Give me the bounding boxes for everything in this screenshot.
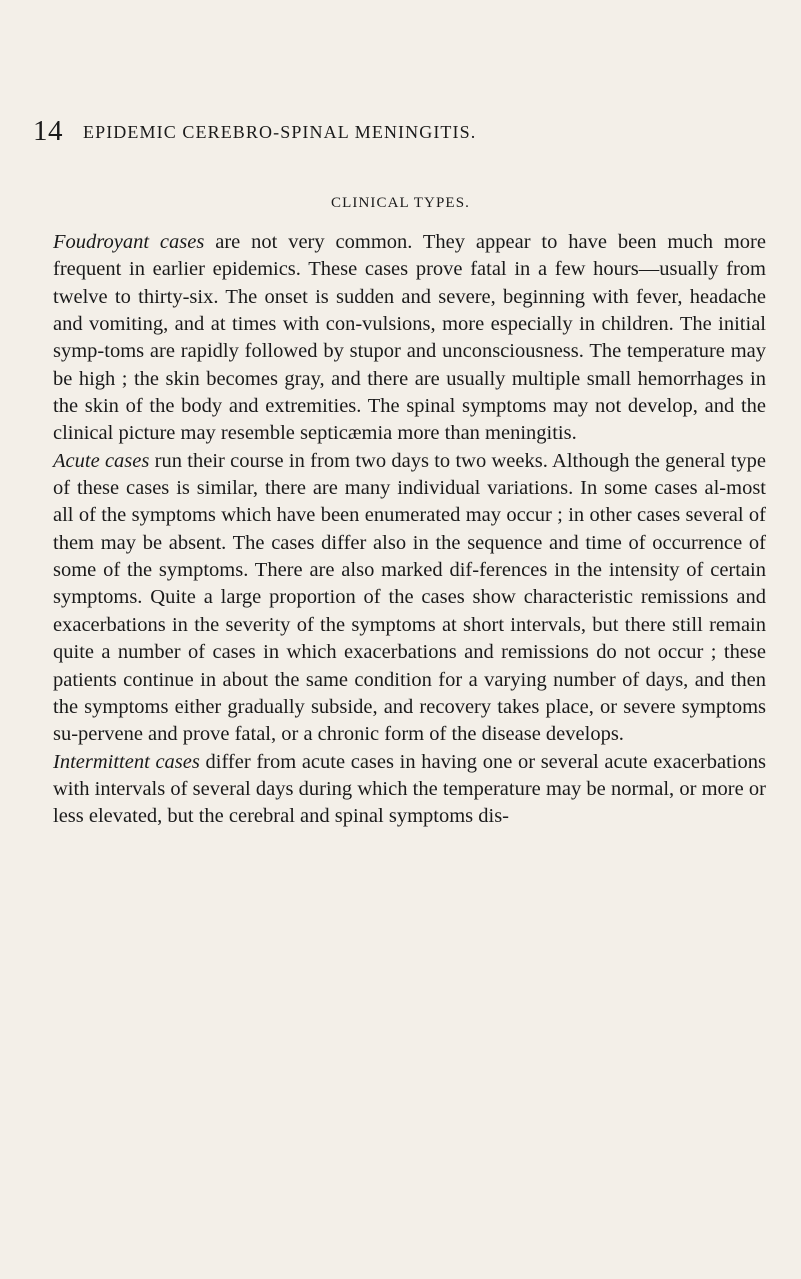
paragraph-intermittent bbox=[53, 749, 766, 831]
body-text bbox=[53, 229, 766, 831]
paragraph-text: differ from acute cases in having one or several acute exacerbations with intervals of several days during which the temperature may be normal, or more or less elevated, but the cerebral and spinal symptoms dis- bbox=[53, 750, 766, 828]
paragraph-lead: Acute cases bbox=[53, 449, 150, 472]
page-number: 14 bbox=[33, 115, 63, 147]
paragraph-text: are not very common. They appear to have been much more frequent in earlier epidemics. These cases prove fatal in a few hours—usually from twelve to thirty-six. The onset is sudden and severe, beginning with fever, headache and vomiting, and at times with con-vulsions, more especially in children. The initial symp-toms are rapidly followed by stupor and unconsciousness. The temperature may be high ; the skin becomes gray, and there are usually multiple small hemorrhages in the skin of the body and extremities. The spinal symptoms may not develop, and the clinical picture may resemble septicæmia more than meningitis. bbox=[53, 231, 766, 445]
section-title: CLINICAL TYPES. bbox=[330, 195, 470, 211]
paragraph-acute bbox=[53, 448, 766, 749]
running-title: EPIDEMIC CEREBRO-SPINAL MENINGITIS. bbox=[83, 122, 477, 142]
paragraph-foudroyant bbox=[53, 229, 766, 448]
page-header bbox=[33, 116, 753, 146]
paragraph-lead: Foudroyant cases bbox=[53, 231, 205, 253]
paragraph-text: run their course in from two days to two weeks. Although the general type of these cases is similar, there are many individual variations. In some cases al-most all of the symptoms which have been enumerated may occur ; in other cases several of them may be absent. The cases differ also in the sequence and time of occurrence of some of the symptoms. There are also marked dif-ferences in the intensity of certain symptoms. Quite a large proportion of the cases show characteristic remissions and exacerbations in the severity of the symptoms at short intervals, but there still remain quite a number of cases in which exacerbations and remissions do not occur ; these patients continue in about the same condition for a varying number of days, and then the symptoms either gradually subside, and recovery takes place, or severe symptoms su-pervene and prove fatal, or a chronic form of the disease develops. bbox=[53, 449, 766, 746]
paragraph-lead: Intermittent cases bbox=[53, 750, 200, 773]
